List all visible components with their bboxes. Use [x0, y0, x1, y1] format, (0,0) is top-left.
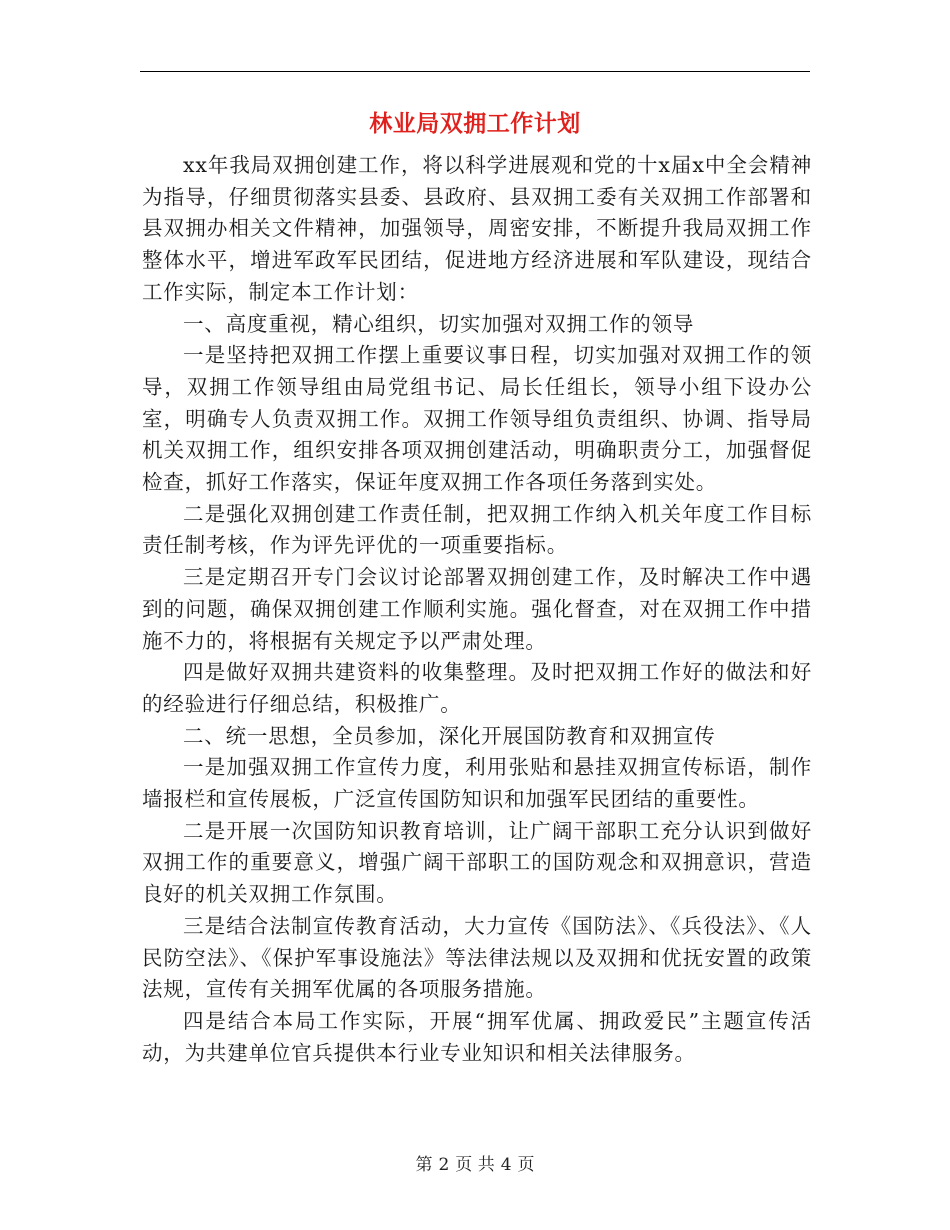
document-body	[142, 150, 812, 1069]
header-divider	[140, 71, 810, 72]
section-heading-2: 二、统一思想，全员参加，深化开展国防教育和双拥宣传	[183, 723, 716, 748]
section-2-item-4: 四是结合本局工作实际，开展“拥军优属、拥政爱民”主题宣传活动，为共建单位官兵提供本行业专业知识和相关法律服务。	[142, 1008, 812, 1065]
current-page-number: 2	[438, 1155, 450, 1175]
section-2-item-3: 三是结合法制宣传教育活动，大力宣传《国防法》、《兵役法》、《人民防空法》、《保护军事设施法》等法律法规以及双拥和优抚安置的政策法规，宣传有关拥军优属的各项服务措施。	[142, 913, 812, 1002]
section-1-item-3: 三是定期召开专门会议讨论部署双拥创建工作，及时解决工作中遇到的问题，确保双拥创建工作顺利实施。强化督查，对在双拥工作中措施不力的，将根据有关规定予以严肃处理。	[142, 565, 812, 653]
page-number-suffix: 页	[517, 1155, 535, 1175]
document-title: 林业局双拥工作计划	[369, 111, 581, 137]
page-number-middle: 页 共	[455, 1155, 495, 1175]
section-1-item-1: 一是坚持把双拥工作摆上重要议事日程，切实加强对双拥工作的领导，双拥工作领导组由局党组书记、局长任组长，领导小组下设办公室，明确专人负责双拥工作。双拥工作领导组负责组织、协调、指导局机关双拥工作，组织安排各项双拥创建活动，明确职责分工，加强督促检查，抓好工作落实，保证年度双拥工作各项任务落到实处。	[142, 343, 812, 495]
intro-paragraph: xx年我局双拥创建工作，将以科学进展观和党的十x届x中全会精神为指导，仔细贯彻落实县委、县政府、县双拥工委有关双拥工作部署和县双拥办相关文件精神，加强领导，周密安排，不断提升我局双拥工作整体水平，增进军政军民团结，促进地方经济进展和军队建设，现结合工作实际，制定本工作计划：	[142, 153, 812, 304]
total-page-number: 4	[500, 1155, 512, 1175]
section-1-item-2: 二是强化双拥创建工作责任制，把双拥工作纳入机关年度工作目标责任制考核，作为评先评优的一项重要指标。	[142, 501, 812, 558]
page-number-prefix: 第	[415, 1155, 433, 1175]
section-2-item-2: 二是开展一次国防知识教育培训，让广阔干部职工充分认识到做好双拥工作的重要意义，增强广阔干部职工的国防观念和双拥意识，营造良好的机关双拥工作氛围。	[142, 818, 812, 907]
section-1-item-4: 四是做好双拥共建资料的收集整理。及时把双拥工作好的做法和好的经验进行仔细总结，积极推广。	[142, 660, 812, 716]
section-heading-1: 一、高度重视，精心组织，切实加强对双拥工作的领导	[183, 311, 695, 336]
page-footer	[0, 1152, 950, 1178]
section-2-item-1: 一是加强双拥工作宣传力度，利用张贴和悬挂双拥宣传标语，制作墙报栏和宣传展板，广泛宣传国防知识和加强军民团结的重要性。	[142, 755, 812, 812]
